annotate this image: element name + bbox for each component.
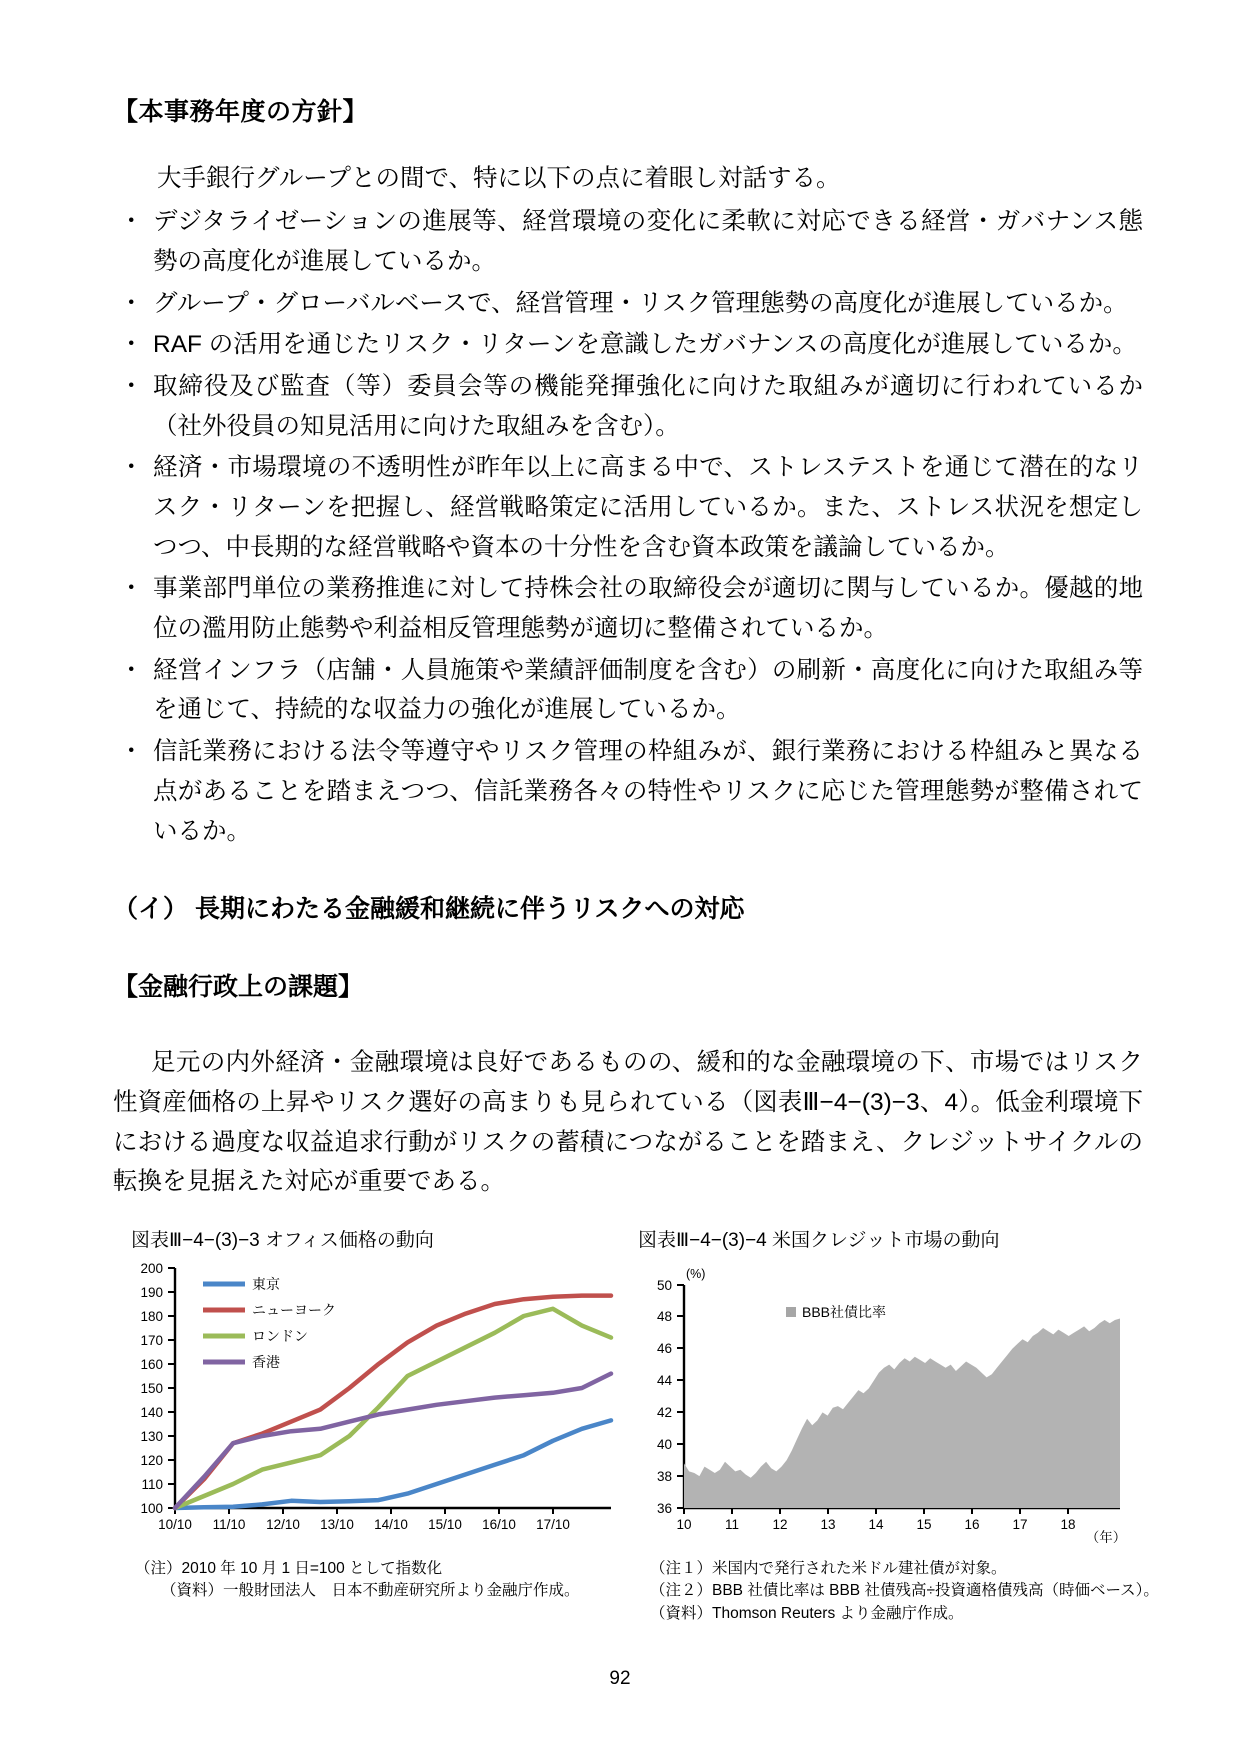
legend-label-newyork: ニューヨーク xyxy=(252,1302,336,1318)
svg-text:12: 12 xyxy=(772,1517,788,1532)
svg-text:17/10: 17/10 xyxy=(536,1517,570,1532)
svg-text:48: 48 xyxy=(656,1309,672,1324)
svg-text:14: 14 xyxy=(868,1517,884,1532)
list-item xyxy=(113,325,1143,365)
bullet-marker: ・ xyxy=(119,656,144,684)
bullet-marker: ・ xyxy=(119,208,144,236)
bullet-marker: ・ xyxy=(119,372,144,400)
figure-right-note-2: （注２）BBB 社債比率は BBB 社債残高÷投資適格債残高（時価ベース）。 xyxy=(650,1582,1159,1600)
svg-text:10: 10 xyxy=(676,1517,692,1532)
svg-text:16: 16 xyxy=(964,1517,980,1532)
svg-text:130: 130 xyxy=(140,1429,163,1444)
figure-office-price xyxy=(113,1225,618,1625)
svg-text:13: 13 xyxy=(820,1517,836,1532)
legend-label-london: ロンドン xyxy=(252,1328,308,1344)
svg-text:120: 120 xyxy=(140,1453,163,1468)
x-axis-unit-label: （年） xyxy=(1085,1530,1127,1543)
svg-text:44: 44 xyxy=(656,1373,672,1388)
svg-text:38: 38 xyxy=(656,1469,672,1484)
y-axis-ticks xyxy=(140,1261,175,1516)
list-item xyxy=(113,202,1143,281)
list-item xyxy=(113,367,1143,446)
svg-text:42: 42 xyxy=(656,1405,672,1420)
bullet-marker: ・ xyxy=(119,289,144,317)
series-line-london xyxy=(175,1309,611,1508)
svg-text:17: 17 xyxy=(1012,1517,1028,1532)
svg-text:10/10: 10/10 xyxy=(158,1517,192,1532)
series-area-bbb xyxy=(684,1319,1120,1509)
svg-text:12/10: 12/10 xyxy=(266,1517,300,1532)
figure-left-notes xyxy=(113,1558,618,1603)
list-item-text: 取締役及び監査（等）委員会等の機能発揮強化に向けた取組みが適切に行われているか（社外役員の知見活用に向けた取組みを含む）。 xyxy=(153,372,1143,440)
chart-legend xyxy=(203,1276,336,1370)
chart-legend xyxy=(786,1304,886,1320)
page-number: 92 xyxy=(609,1668,631,1689)
page-content xyxy=(113,96,1143,1202)
svg-text:110: 110 xyxy=(141,1477,163,1492)
chart-us-credit xyxy=(628,1258,1133,1548)
svg-text:11: 11 xyxy=(724,1517,740,1532)
svg-text:18: 18 xyxy=(1060,1517,1076,1532)
bullet-marker: ・ xyxy=(119,575,144,603)
svg-text:40: 40 xyxy=(656,1437,672,1452)
svg-text:150: 150 xyxy=(140,1381,163,1396)
list-item xyxy=(113,651,1143,730)
svg-text:100: 100 xyxy=(140,1501,163,1516)
svg-text:36: 36 xyxy=(656,1501,672,1516)
list-item-text: 経済・市場環境の不透明性が昨年以上に高まる中で、ストレステストを通じて潜在的なリスク・リターンを把握し、経営戦略策定に活用しているか。また、ストレス状況を想定しつつ、中長期的な経営戦略や資本の十分性を含む資本政策を議論しているか。 xyxy=(153,454,1143,561)
svg-text:170: 170 xyxy=(140,1333,163,1348)
svg-text:15/10: 15/10 xyxy=(428,1517,462,1532)
figure-right-notes xyxy=(628,1558,1159,1625)
figure-left-note-1: （注）2010 年 10 月 1 日=100 として指数化 xyxy=(135,1560,443,1577)
subsection-paragraph: 足元の内外経済・金融環境は良好であるものの、緩和的な金融環境の下、市場ではリスク性資産価格の上昇やリスク選好の高まりも見られている（図表Ⅲ−4−(3)−3、4）。低金利環境下における過度な収益追求行動がリスクの蓄積につながることを踏まえ、クレジットサイクルの転換を見据えた対応が重要である。 xyxy=(113,1049,1143,1196)
figure-left-title: 図表Ⅲ−4−(3)−3 オフィス価格の動向 xyxy=(131,1230,434,1251)
bbb-share-area-chart xyxy=(628,1258,1133,1543)
list-item xyxy=(113,448,1143,567)
figures-row xyxy=(113,1225,1159,1625)
policy-heading: 【本事務年度の方針】 xyxy=(113,98,369,126)
series-line-newyork xyxy=(175,1296,611,1508)
policy-lead-paragraph: 大手銀行グループとの間で、特に以下の点に着眼し対話する。 xyxy=(157,164,841,192)
svg-text:140: 140 xyxy=(140,1405,163,1420)
figure-right-note-3: （資料）Thomson Reuters より金融庁作成。 xyxy=(650,1604,964,1622)
list-item xyxy=(113,569,1143,648)
bullet-marker: ・ xyxy=(119,331,144,359)
svg-text:180: 180 xyxy=(140,1309,163,1324)
subsection-heading: （イ） 長期にわたる金融緩和継続に伴うリスクへの対応 xyxy=(113,895,745,924)
list-item-text: 事業部門単位の業務推進に対して持株会社の取締役会が適切に関与しているか。優越的地位の濫用防止態勢や利益相反管理態勢が適切に整備されているか。 xyxy=(153,575,1143,643)
y-axis-unit-label: (%) xyxy=(686,1267,706,1281)
legend-label-hongkong: 香港 xyxy=(252,1354,280,1370)
chart-office-price xyxy=(113,1258,618,1548)
x-axis-ticks xyxy=(158,1508,570,1532)
series-line-tokyo xyxy=(175,1420,611,1508)
legend-label-tokyo: 東京 xyxy=(252,1276,280,1292)
list-item xyxy=(113,284,1143,324)
list-item-text: デジタライゼーションの進展等、経営環境の変化に柔軟に対応できる経営・ガバナンス態勢の高度化が進展しているか。 xyxy=(153,208,1143,275)
svg-text:200: 200 xyxy=(140,1261,163,1276)
figure-left-note-2: （資料）一般財団法人 日本不動産研究所より金融庁作成。 xyxy=(161,1582,580,1600)
svg-text:11/10: 11/10 xyxy=(212,1517,246,1532)
list-item xyxy=(113,732,1143,851)
svg-text:14/10: 14/10 xyxy=(374,1517,408,1532)
bullet-marker: ・ xyxy=(119,454,144,482)
issue-heading: 【金融行政上の課題】 xyxy=(113,972,364,1001)
svg-text:46: 46 xyxy=(656,1341,672,1356)
list-item-text: RAF の活用を通じたリスク・リターンを意識したガバナンスの高度化が進展しているか。 xyxy=(153,331,1137,359)
svg-text:13/10: 13/10 xyxy=(320,1517,354,1532)
legend-label-bbb: BBB社債比率 xyxy=(802,1304,887,1320)
bullet-marker: ・ xyxy=(119,738,144,766)
figure-right-title: 図表Ⅲ−4−(3)−4 米国クレジット市場の動向 xyxy=(638,1230,1000,1251)
figure-us-credit xyxy=(628,1225,1159,1625)
svg-text:15: 15 xyxy=(916,1517,932,1532)
legend-marker-bbb xyxy=(786,1307,796,1317)
figure-right-note-1: （注１）米国内で発行された米ドル建社債が対象。 xyxy=(650,1560,1007,1577)
x-axis-ticks xyxy=(676,1508,1075,1532)
policy-bullet-list xyxy=(113,202,1143,851)
svg-text:160: 160 xyxy=(140,1357,163,1372)
list-item-text: グループ・グローバルベースで、経営管理・リスク管理態勢の高度化が進展しているか。 xyxy=(153,289,1128,317)
svg-text:190: 190 xyxy=(140,1285,163,1300)
list-item-text: 信託業務における法令等遵守やリスク管理の枠組みが、銀行業務における枠組みと異なる点があることを踏まえつつ、信託業務各々の特性やリスクに応じた管理態勢が整備されているか。 xyxy=(153,738,1143,845)
svg-text:50: 50 xyxy=(656,1278,672,1293)
office-price-line-chart xyxy=(113,1258,618,1543)
svg-text:16/10: 16/10 xyxy=(482,1517,516,1532)
list-item-text: 経営インフラ（店舗・人員施策や業績評価制度を含む）の刷新・高度化に向けた取組み等を通じて、持続的な収益力の強化が進展しているか。 xyxy=(153,656,1143,724)
y-axis-ticks xyxy=(657,1278,684,1516)
